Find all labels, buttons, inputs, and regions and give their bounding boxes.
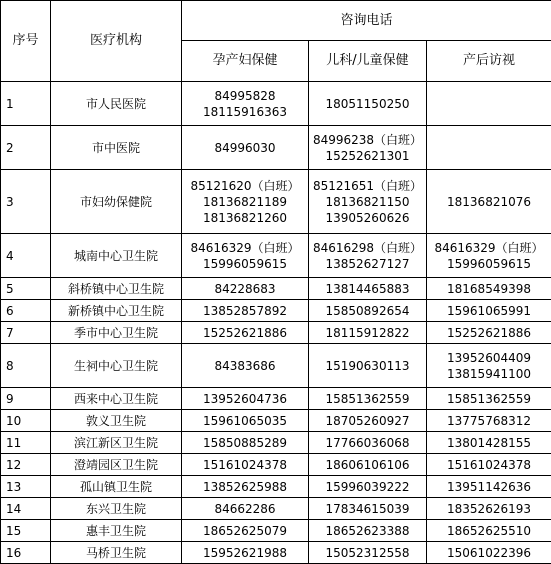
cell-institution: 市中医院 xyxy=(51,126,182,170)
phone-number: 18652623388 xyxy=(311,523,424,539)
cell-maternal-phone xyxy=(182,476,309,498)
cell-institution: 季市中心卫生院 xyxy=(51,322,182,344)
phone-number: 15961065035 xyxy=(184,413,306,429)
cell-index: 3 xyxy=(1,170,51,234)
table-row xyxy=(1,498,551,520)
cell-child-phone xyxy=(309,322,427,344)
phone-number: 84616329（白班） xyxy=(429,240,549,256)
phone-number: 15161024378 xyxy=(429,457,549,473)
phone-number: 15850885289 xyxy=(184,435,306,451)
cell-postpartum-phone xyxy=(427,82,551,126)
phone-number: 13801428155 xyxy=(429,435,549,451)
cell-maternal-phone xyxy=(182,344,309,388)
cell-institution: 澄靖园区卫生院 xyxy=(51,454,182,476)
phone-number: 13814465883 xyxy=(311,281,424,297)
phone-number: 13775768312 xyxy=(429,413,549,429)
cell-postpartum-phone xyxy=(427,388,551,410)
phone-number: 84995828 xyxy=(184,88,306,104)
cell-child-phone xyxy=(309,432,427,454)
table-row xyxy=(1,388,551,410)
table-row xyxy=(1,410,551,432)
table-row xyxy=(1,520,551,542)
cell-postpartum-phone xyxy=(427,300,551,322)
phone-number: 15851362559 xyxy=(429,391,549,407)
cell-institution: 惠丰卫生院 xyxy=(51,520,182,542)
table-row xyxy=(1,432,551,454)
phone-number: 15161024378 xyxy=(184,457,306,473)
cell-institution: 西来中心卫生院 xyxy=(51,388,182,410)
phone-number: 18606106106 xyxy=(311,457,424,473)
cell-child-phone xyxy=(309,300,427,322)
cell-postpartum-phone xyxy=(427,476,551,498)
cell-postpartum-phone xyxy=(427,278,551,300)
table-row xyxy=(1,344,551,388)
phone-number: 15996059615 xyxy=(429,256,549,272)
header-postpartum: 产后访视 xyxy=(427,41,551,82)
cell-child-phone xyxy=(309,410,427,432)
cell-maternal-phone xyxy=(182,234,309,278)
phone-number: 15850892654 xyxy=(311,303,424,319)
table-row xyxy=(1,476,551,498)
phone-number: 15952621988 xyxy=(184,545,306,561)
phone-number: 15996039222 xyxy=(311,479,424,495)
phone-number: 18652625079 xyxy=(184,523,306,539)
table-row xyxy=(1,126,551,170)
cell-maternal-phone xyxy=(182,388,309,410)
phone-number: 15061022396 xyxy=(429,545,549,561)
header-institution: 医疗机构 xyxy=(51,1,182,82)
cell-child-phone xyxy=(309,388,427,410)
phone-number: 13852627127 xyxy=(311,256,424,272)
phone-number: 18115916363 xyxy=(184,104,306,120)
cell-maternal-phone xyxy=(182,82,309,126)
phone-number: 17766036068 xyxy=(311,435,424,451)
cell-index: 6 xyxy=(1,300,51,322)
phone-number: 15052312558 xyxy=(311,545,424,561)
cell-institution: 市妇幼保健院 xyxy=(51,170,182,234)
cell-institution: 马桥卫生院 xyxy=(51,542,182,564)
phone-number: 13905260626 xyxy=(311,210,424,226)
phone-number: 13815941100 xyxy=(429,366,549,382)
cell-maternal-phone xyxy=(182,432,309,454)
cell-maternal-phone xyxy=(182,498,309,520)
cell-child-phone xyxy=(309,170,427,234)
cell-institution: 城南中心卫生院 xyxy=(51,234,182,278)
phone-number: 18652625510 xyxy=(429,523,549,539)
table-row xyxy=(1,300,551,322)
phone-number: 15252621886 xyxy=(184,325,306,341)
cell-maternal-phone xyxy=(182,410,309,432)
cell-institution: 市人民医院 xyxy=(51,82,182,126)
cell-postpartum-phone xyxy=(427,126,551,170)
cell-index: 16 xyxy=(1,542,51,564)
phone-number: 17834615039 xyxy=(311,501,424,517)
cell-index: 15 xyxy=(1,520,51,542)
phone-number: 18136821260 xyxy=(184,210,306,226)
cell-postpartum-phone xyxy=(427,520,551,542)
phone-number: 15190630113 xyxy=(311,358,424,374)
header-maternal: 孕产妇保健 xyxy=(182,41,309,82)
table-row xyxy=(1,170,551,234)
cell-postpartum-phone xyxy=(427,170,551,234)
phone-number: 13852857892 xyxy=(184,303,306,319)
cell-postpartum-phone xyxy=(427,542,551,564)
header-child: 儿科/儿童保健 xyxy=(309,41,427,82)
phone-number: 84228683 xyxy=(184,281,306,297)
cell-maternal-phone xyxy=(182,542,309,564)
phone-number: 84616298（白班） xyxy=(311,240,424,256)
cell-institution: 东兴卫生院 xyxy=(51,498,182,520)
cell-maternal-phone xyxy=(182,126,309,170)
phone-number: 13852625988 xyxy=(184,479,306,495)
cell-institution: 孤山镇卫生院 xyxy=(51,476,182,498)
header-row-1 xyxy=(1,1,551,41)
cell-postpartum-phone xyxy=(427,498,551,520)
phone-number: 84383686 xyxy=(184,358,306,374)
phone-number: 84662286 xyxy=(184,501,306,517)
phone-number: 18136821076 xyxy=(429,194,549,210)
cell-postpartum-phone xyxy=(427,344,551,388)
cell-postpartum-phone xyxy=(427,410,551,432)
phone-number: 13952604409 xyxy=(429,350,549,366)
table-row xyxy=(1,234,551,278)
cell-index: 4 xyxy=(1,234,51,278)
cell-child-phone xyxy=(309,520,427,542)
cell-institution: 滨江新区卫生院 xyxy=(51,432,182,454)
cell-index: 9 xyxy=(1,388,51,410)
cell-index: 5 xyxy=(1,278,51,300)
table-row xyxy=(1,322,551,344)
cell-maternal-phone xyxy=(182,322,309,344)
phone-number: 18051150250 xyxy=(311,96,424,112)
phone-number: 84616329（白班） xyxy=(184,240,306,256)
cell-institution: 生祠中心卫生院 xyxy=(51,344,182,388)
cell-child-phone xyxy=(309,278,427,300)
cell-child-phone xyxy=(309,476,427,498)
cell-child-phone xyxy=(309,542,427,564)
phone-number: 15851362559 xyxy=(311,391,424,407)
cell-maternal-phone xyxy=(182,454,309,476)
phone-number: 15252621301 xyxy=(311,148,424,164)
cell-maternal-phone xyxy=(182,300,309,322)
cell-index: 13 xyxy=(1,476,51,498)
header-phone-group: 咨询电话 xyxy=(182,1,551,41)
cell-postpartum-phone xyxy=(427,322,551,344)
cell-index: 1 xyxy=(1,82,51,126)
cell-index: 12 xyxy=(1,454,51,476)
phone-number: 84996030 xyxy=(184,140,306,156)
phone-number: 85121620（白班） xyxy=(184,178,306,194)
cell-institution: 敦义卫生院 xyxy=(51,410,182,432)
phone-number: 13951142636 xyxy=(429,479,549,495)
phone-number: 18705260927 xyxy=(311,413,424,429)
cell-maternal-phone xyxy=(182,278,309,300)
phone-number: 15996059615 xyxy=(184,256,306,272)
cell-index: 14 xyxy=(1,498,51,520)
cell-index: 2 xyxy=(1,126,51,170)
cell-index: 10 xyxy=(1,410,51,432)
cell-child-phone xyxy=(309,82,427,126)
cell-child-phone xyxy=(309,234,427,278)
phone-number: 18352626193 xyxy=(429,501,549,517)
table-row xyxy=(1,278,551,300)
cell-postpartum-phone xyxy=(427,432,551,454)
cell-institution: 斜桥镇中心卫生院 xyxy=(51,278,182,300)
cell-child-phone xyxy=(309,344,427,388)
cell-postpartum-phone xyxy=(427,454,551,476)
cell-maternal-phone xyxy=(182,520,309,542)
header-index: 序号 xyxy=(1,1,51,82)
cell-index: 7 xyxy=(1,322,51,344)
table-body xyxy=(1,82,551,564)
cell-maternal-phone xyxy=(182,170,309,234)
phone-number: 18136821150 xyxy=(311,194,424,210)
phone-number: 18115912822 xyxy=(311,325,424,341)
phone-number: 84996238（白班） xyxy=(311,132,424,148)
cell-institution: 新桥镇中心卫生院 xyxy=(51,300,182,322)
cell-child-phone xyxy=(309,454,427,476)
cell-child-phone xyxy=(309,126,427,170)
phone-number: 13952604736 xyxy=(184,391,306,407)
cell-index: 8 xyxy=(1,344,51,388)
phone-number: 15961065991 xyxy=(429,303,549,319)
table-row xyxy=(1,542,551,564)
table-row xyxy=(1,454,551,476)
cell-postpartum-phone xyxy=(427,234,551,278)
cell-index: 11 xyxy=(1,432,51,454)
phone-number: 85121651（白班） xyxy=(311,178,424,194)
table-row xyxy=(1,82,551,126)
phone-number: 15252621886 xyxy=(429,325,549,341)
phone-number: 18168549398 xyxy=(429,281,549,297)
phone-number: 18136821189 xyxy=(184,194,306,210)
cell-child-phone xyxy=(309,498,427,520)
